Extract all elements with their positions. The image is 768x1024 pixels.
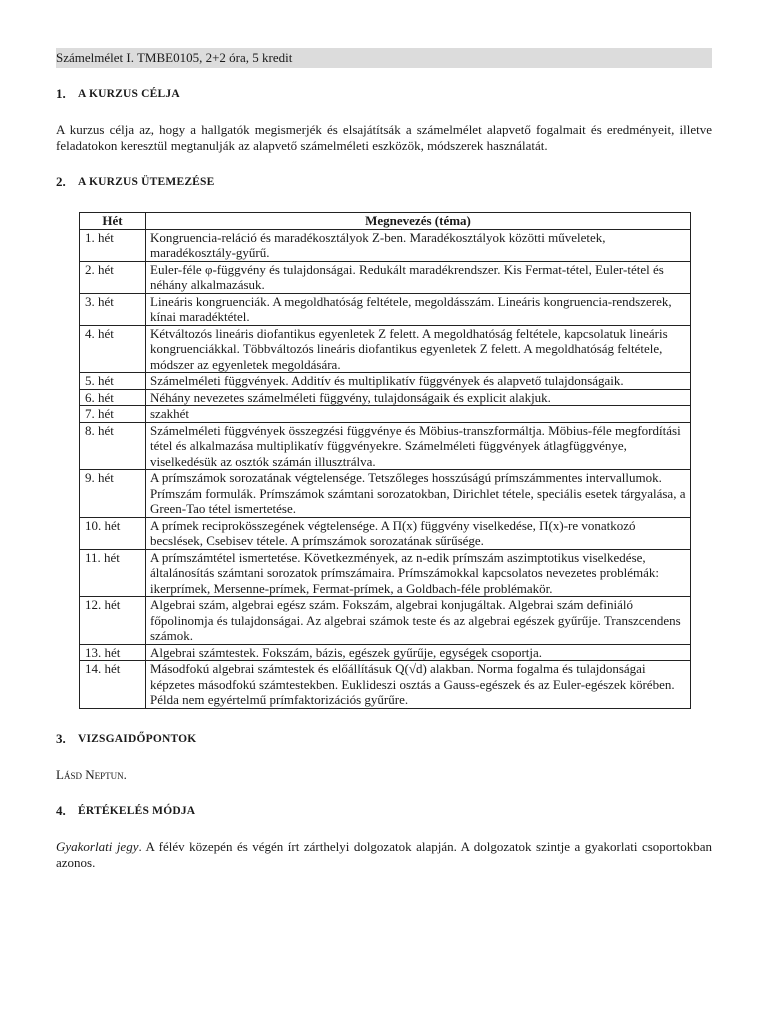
evaluation-paragraph [56,839,712,871]
topic-cell: Számelméleti függvények összegzési függvénye és Möbius-transzformáltja. Möbius-féle megfordítási tétel és alkalmazása multiplikatív függvényekre. Számelméleti függvények átlagfüggvénye, viselkedésük az osztók számán illusztrálva. [146,422,691,470]
table-row [80,389,691,406]
document-page [56,48,712,891]
section-title: VIZSGAIDŐPONTOK [78,732,197,745]
evaluation-text: . A félév közepén és végén írt zárthelyi dolgozatok alapján. A dolgozatok szintje a gyakorlati csoportokban azonos. [56,838,712,870]
week-cell: 7. hét [80,406,146,423]
topic-cell: Néhány nevezetes számelméleti függvény, tulajdonságaik és explicit alakjuk. [146,389,691,406]
table-header-row [80,213,691,230]
header-topic: Megnevezés (téma) [146,213,691,230]
section-heading-schedule [56,174,712,190]
section-number: 4. [56,802,66,818]
goal-paragraph: A kurzus célja az, hogy a hallgatók megismerjék és elsajátítsák a számelmélet alapvető fogalmait és eredményeit, illetve feladatokon keresztül megtanulják az alapvető számelméleti eszközök, módszerek használatát. [56,122,712,153]
section-title: A KURZUS CÉLJA [78,88,180,100]
section-heading-evaluation [56,803,712,819]
topic-cell: Algebrai szám, algebrai egész szám. Fokszám, algebrai konjugáltak. Algebrai szám definiáló főpolinomja és tulajdonságai. Az algebrai számok teste és az algebrai egészek gyűrűje. Transzcendens számok. [146,597,691,645]
week-cell: 3. hét [80,293,146,325]
week-cell: 2. hét [80,261,146,293]
topic-cell: A prímek reciprokösszegének végtelensége. A Π(x) függvény viselkedése, Π(x)-re vonatkozó becslések, Csebisev tétele. A prímszámok sorozatának sűrűsége. [146,517,691,549]
schedule-body [80,229,691,708]
table-row [80,373,691,390]
schedule-table [79,212,691,709]
course-title: Számelmélet I. TMBE0105, 2+2 óra, 5 kredit [56,50,293,65]
table-row [80,470,691,518]
topic-cell: A prímszámtétel ismertetése. Következmények, az n-edik prímszám aszimptotikus viselkedése, általánosítás számtani sorozatok prímszámaira. Prímszámokkal kapcsolatos nevezetes problémák: ikerprímek, Mersenne-prímek, Fermat-prímek, a Goldbach-féle problémakör. [146,549,691,597]
table-row [80,229,691,261]
table-row [80,644,691,661]
header-week: Hét [80,213,146,230]
week-cell: 13. hét [80,644,146,661]
topic-cell: Másodfokú algebrai számtestek és előállításuk Q(√d) alakban. Norma fogalma és tulajdonságai képzetes másodfokú számtestekben. Euklideszi osztás a Gauss-egészek és az Euler-egészek körében. Példa nem egyértelmű prímfaktorizációs gyűrűre. [146,661,691,709]
section-heading-exams [56,731,712,747]
topic-cell: Euler-féle φ-függvény és tulajdonságai. Redukált maradékrendszer. Kis Fermat-tétel, Euler-tétel és néhány alkalmazásuk. [146,261,691,293]
week-cell: 1. hét [80,229,146,261]
week-cell: 6. hét [80,389,146,406]
section-number: 3. [56,730,66,746]
topic-cell: Algebrai számtestek. Fokszám, bázis, egészek gyűrűje, egységek csoportja. [146,644,691,661]
week-cell: 5. hét [80,373,146,390]
evaluation-term: Gyakorlati jegy [56,838,139,854]
table-row [80,549,691,597]
week-cell: 10. hét [80,517,146,549]
week-cell: 14. hét [80,661,146,709]
section-number: 1. [56,86,66,101]
week-cell: 4. hét [80,325,146,373]
table-row [80,293,691,325]
week-cell: 9. hét [80,470,146,518]
table-row [80,422,691,470]
topic-cell: A prímszámok sorozatának végtelensége. Tetszőleges hosszúságú prímszámmentes intervallumok. Prímszám formulák. Prímszámok számtani sorozatokban, Dirichlet tétele, speciális esetek tárgyalása, a Green-Tao tétel ismertetése. [146,470,691,518]
table-row [80,406,691,423]
week-cell: 8. hét [80,422,146,470]
section-title: ÉRTÉKELÉS MÓDJA [78,804,196,817]
topic-cell: Kongruencia-reláció és maradékosztályok Z-ben. Maradékosztályok közötti műveletek, maradékosztály-gyűrű. [146,229,691,261]
course-header [56,48,712,68]
table-row [80,261,691,293]
table-row [80,661,691,709]
week-cell: 11. hét [80,549,146,597]
topic-cell: Számelméleti függvények. Additív és multiplikatív függvények és alapvető tulajdonságaik. [146,373,691,390]
week-cell: 12. hét [80,597,146,645]
section-number: 2. [56,174,66,189]
table-row [80,517,691,549]
table-row [80,597,691,645]
exam-paragraph: Lásd Neptun. [56,766,127,782]
section-title: A KURZUS ÜTEMEZÉSE [78,176,215,188]
topic-cell: Kétváltozós lineáris diofantikus egyenletek Z felett. A megoldhatóság feltétele, kapcsolatuk lineáris kongruenciákkal. Többváltozós lineáris diofantikus egyenletek Z felett. A megoldhatóság feltétele, módszer az egyenletek megoldására. [146,325,691,373]
table-row [80,325,691,373]
section-heading-goal [56,86,712,102]
topic-cell: szakhét [146,406,691,423]
topic-cell: Lineáris kongruenciák. A megoldhatóság feltétele, megoldásszám. Lineáris kongruencia-rendszerek, kínai maradéktétel. [146,293,691,325]
